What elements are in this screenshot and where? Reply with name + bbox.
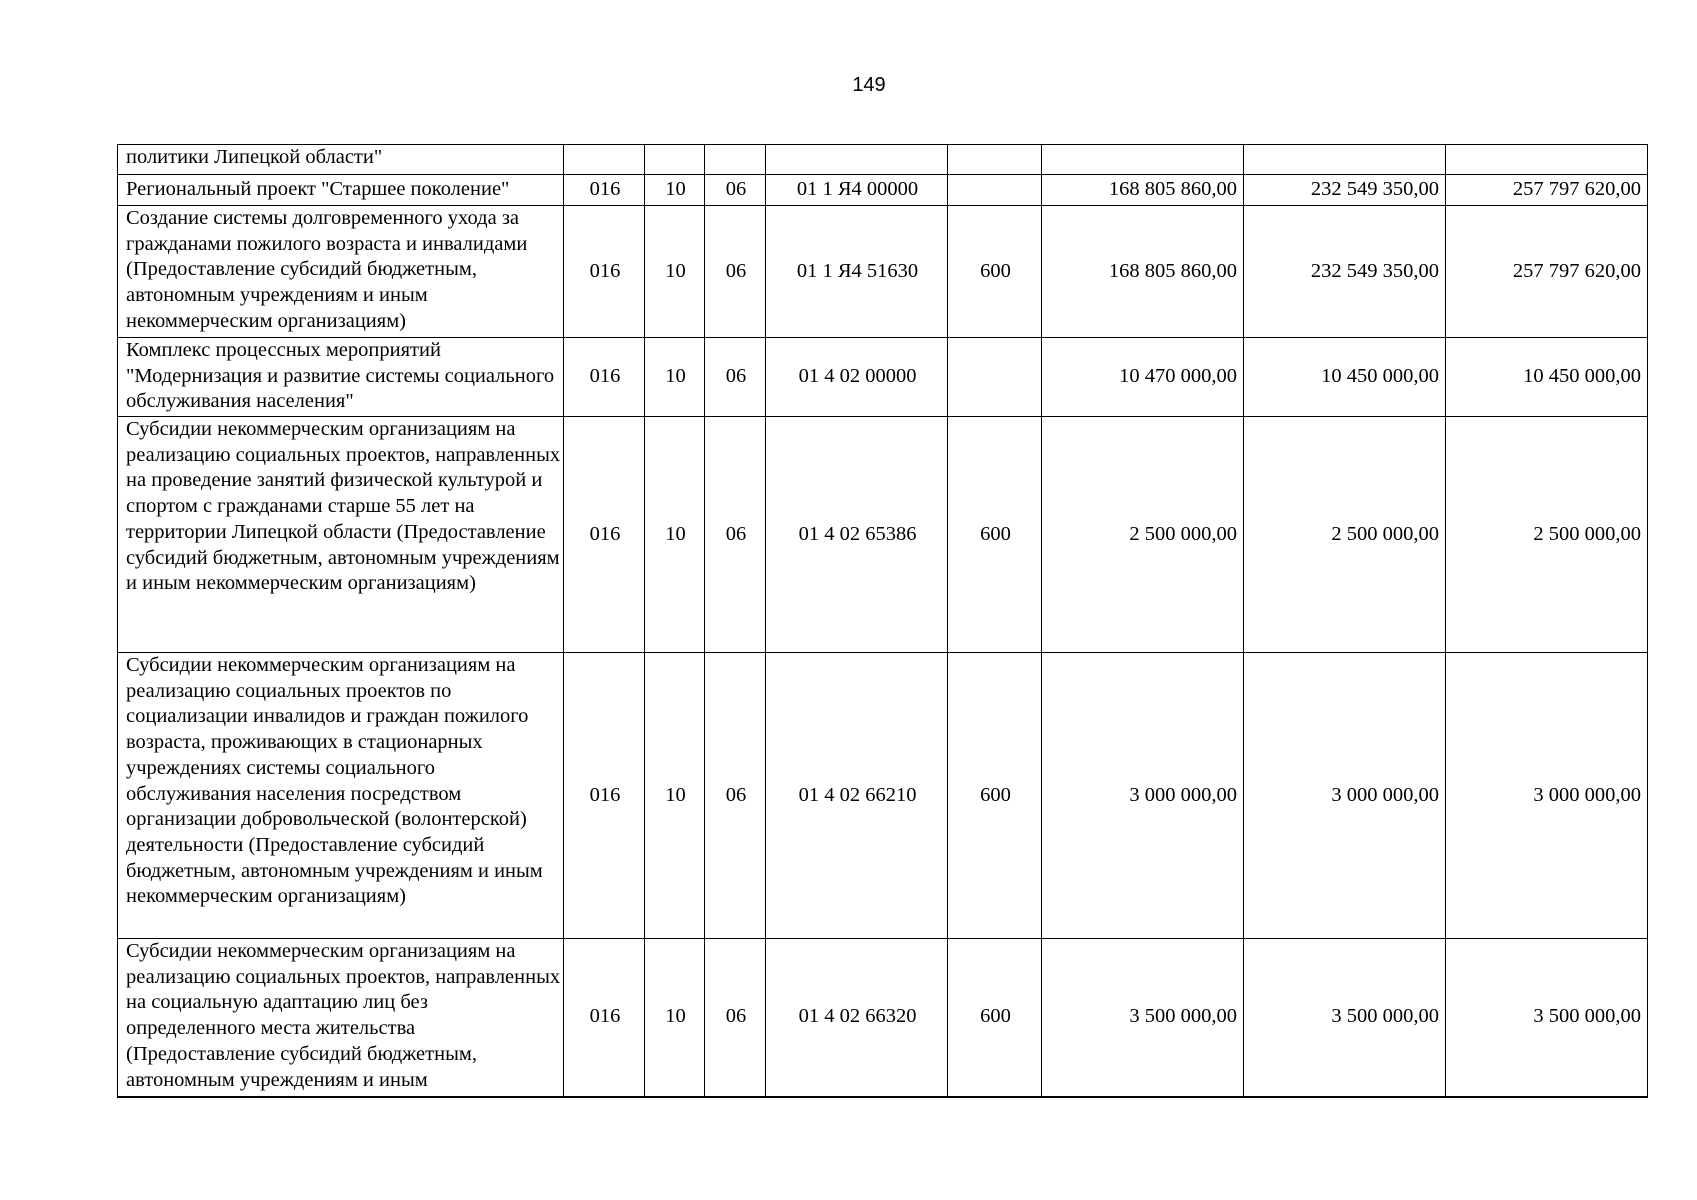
table-row	[118, 175, 1648, 206]
cell-amount-2: 10 450 000,00	[1244, 338, 1446, 417]
budget-table	[117, 144, 1648, 1098]
cell-expense-type: 600	[948, 939, 1042, 1097]
cell-section: 10	[645, 175, 705, 206]
cell-expense-type: 600	[948, 417, 1042, 653]
table-row	[118, 145, 1648, 175]
cell-name: политики Липецкой области"	[118, 145, 564, 175]
cell-ministry: 016	[564, 653, 645, 939]
cell-ministry: 016	[564, 206, 645, 338]
cell-target-article: 01 4 02 66210	[766, 653, 948, 939]
cell-amount-3	[1446, 145, 1648, 175]
cell-subsection: 06	[705, 417, 766, 653]
cell-name: Субсидии некоммерческим организациям на реализацию социальных проектов, направленных на проведение занятий физической культурой и спортом с гражданами старше 55 лет на территории Липецкой области (Предоставление субсидий бюджетным, автономным учреждениям и иным некоммерческим организациям)	[118, 417, 564, 653]
cell-amount-1: 3 000 000,00	[1042, 653, 1244, 939]
cell-name: Субсидии некоммерческим организациям на реализацию социальных проектов по социализации инвалидов и граждан пожилого возраста, проживающих в стационарных учреждениях системы социального обслуживания населения посредством организации добровольческой (волонтерской) деятельности (Предоставление субсидий бюджетным, автономным учреждениям и иным некоммерческим организациям)	[118, 653, 564, 939]
cell-subsection: 06	[705, 175, 766, 206]
cell-section: 10	[645, 939, 705, 1097]
cell-ministry: 016	[564, 417, 645, 653]
cell-subsection: 06	[705, 338, 766, 417]
cell-amount-2: 232 549 350,00	[1244, 206, 1446, 338]
cell-ministry: 016	[564, 338, 645, 417]
cell-section: 10	[645, 653, 705, 939]
cell-target-article	[766, 145, 948, 175]
cell-amount-1	[1042, 145, 1244, 175]
cell-target-article: 01 4 02 65386	[766, 417, 948, 653]
cell-subsection: 06	[705, 206, 766, 338]
cell-section: 10	[645, 338, 705, 417]
cell-expense-type: 600	[948, 206, 1042, 338]
cell-target-article: 01 1 Я4 51630	[766, 206, 948, 338]
cell-name: Региональный проект "Старшее поколение"	[118, 175, 564, 206]
cell-section: 10	[645, 206, 705, 338]
cell-amount-2: 232 549 350,00	[1244, 175, 1446, 206]
cell-amount-3: 3 500 000,00	[1446, 939, 1648, 1097]
table-row	[118, 417, 1648, 653]
cell-target-article: 01 1 Я4 00000	[766, 175, 948, 206]
cell-ministry	[564, 145, 645, 175]
cell-name: Субсидии некоммерческим организациям на реализацию социальных проектов, направленных на социальную адаптацию лиц без определенного места жительства (Предоставление субсидий бюджетным, автономным учреждениям и иным	[118, 939, 564, 1097]
cell-expense-type	[948, 145, 1042, 175]
cell-amount-3: 257 797 620,00	[1446, 206, 1648, 338]
cell-expense-type	[948, 338, 1042, 417]
cell-ministry: 016	[564, 939, 645, 1097]
cell-amount-2: 3 500 000,00	[1244, 939, 1446, 1097]
cell-name: Создание системы долговременного ухода за гражданами пожилого возраста и инвалидами (Предоставление субсидий бюджетным, автономным учреждениям и иным некоммерческим организациям)	[118, 206, 564, 338]
cell-target-article: 01 4 02 66320	[766, 939, 948, 1097]
cell-amount-2: 2 500 000,00	[1244, 417, 1446, 653]
page-number: 149	[852, 74, 886, 96]
table-row	[118, 653, 1648, 939]
cell-amount-3: 3 000 000,00	[1446, 653, 1648, 939]
cell-amount-1: 3 500 000,00	[1042, 939, 1244, 1097]
cell-section: 10	[645, 417, 705, 653]
cell-amount-3: 257 797 620,00	[1446, 175, 1648, 206]
cell-subsection	[705, 145, 766, 175]
cell-target-article: 01 4 02 00000	[766, 338, 948, 417]
cell-name: Комплекс процессных мероприятий "Модернизация и развитие системы социального обслуживания населения"	[118, 338, 564, 417]
table-row	[118, 206, 1648, 338]
cell-amount-2	[1244, 145, 1446, 175]
cell-subsection: 06	[705, 939, 766, 1097]
cell-amount-2: 3 000 000,00	[1244, 653, 1446, 939]
cell-subsection: 06	[705, 653, 766, 939]
cell-amount-1: 2 500 000,00	[1042, 417, 1244, 653]
cell-amount-1: 10 470 000,00	[1042, 338, 1244, 417]
cell-expense-type	[948, 175, 1042, 206]
cell-amount-3: 2 500 000,00	[1446, 417, 1648, 653]
cell-section	[645, 145, 705, 175]
cell-amount-1: 168 805 860,00	[1042, 206, 1244, 338]
table-row	[118, 939, 1648, 1097]
cell-ministry: 016	[564, 175, 645, 206]
cell-amount-3: 10 450 000,00	[1446, 338, 1648, 417]
table-row	[118, 338, 1648, 417]
cell-amount-1: 168 805 860,00	[1042, 175, 1244, 206]
cell-expense-type: 600	[948, 653, 1042, 939]
